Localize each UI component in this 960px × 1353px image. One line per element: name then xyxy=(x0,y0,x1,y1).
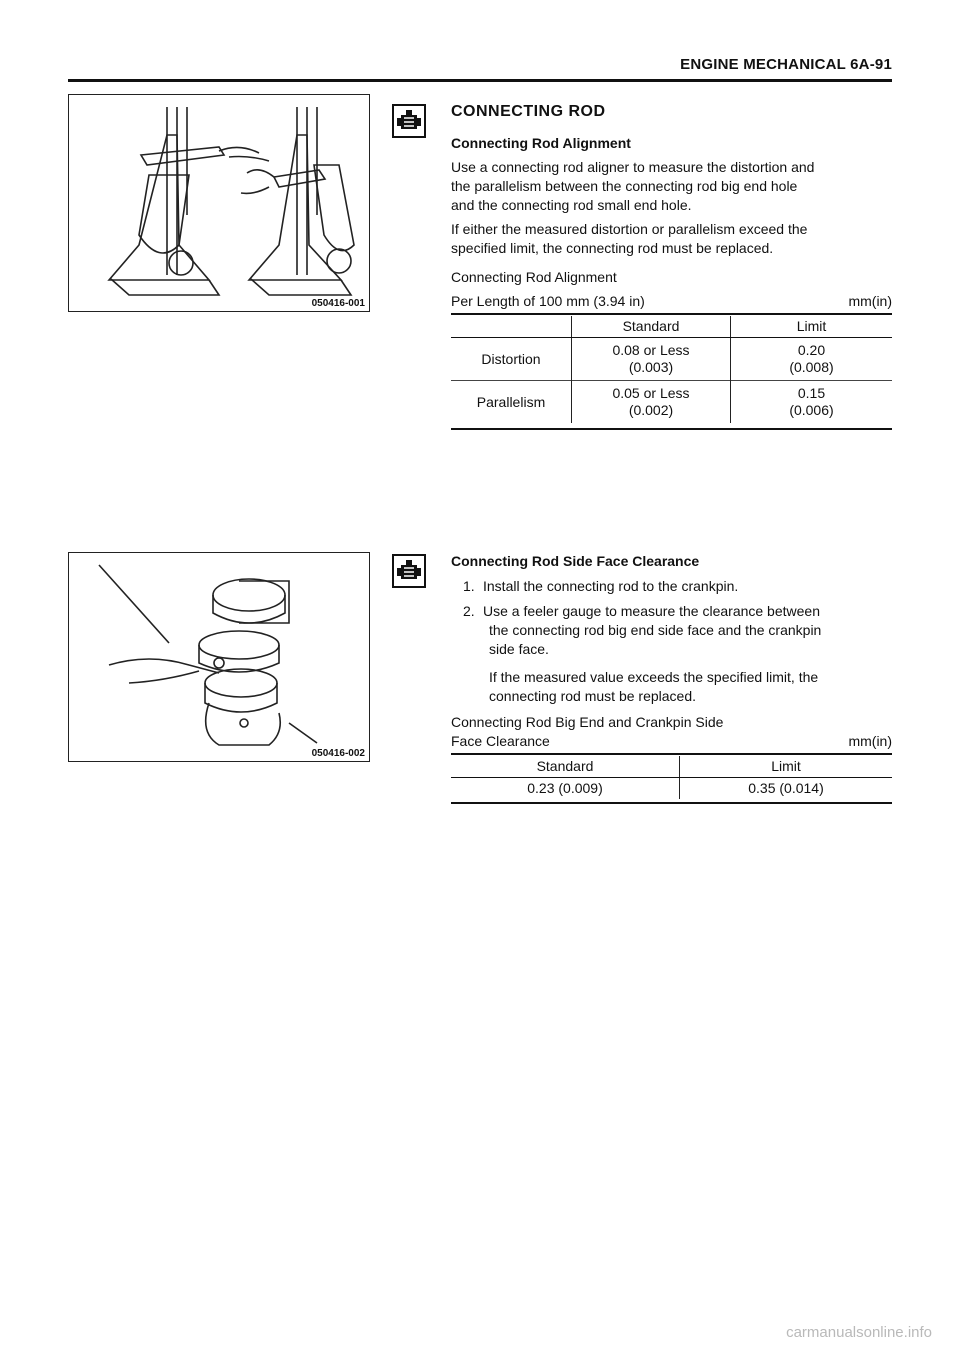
paragraph: Use a connecting rod aligner to measure the distortion and the parallelism between the connecting rod big end hole and the connecting rod small end hole. xyxy=(451,159,815,213)
table-cell: 0.08 or Less (0.003) xyxy=(572,338,731,381)
table-header: Limit xyxy=(680,756,893,778)
section-subtitle: Connecting Rod Alignment xyxy=(451,135,631,151)
table-header xyxy=(451,316,572,338)
table-top-rule xyxy=(451,753,892,755)
spec-unit: mm(in) xyxy=(848,293,892,309)
paragraph: If either the measured distortion or parallelism exceed the specified limit, the connecting rod must be replaced. xyxy=(451,221,808,256)
table-row-label: Distortion xyxy=(481,350,541,367)
list-item: 1. Install the connecting rod to the crankpin. xyxy=(463,578,739,594)
alignment-spec-table xyxy=(451,316,892,423)
table-header: Limit xyxy=(731,316,893,338)
table-header: Standard xyxy=(572,316,731,338)
watermark-text: carmanualsonline.info xyxy=(786,1324,932,1341)
feeler-gauge-crankpin-illustration-icon xyxy=(69,553,369,761)
note-paragraph: If the measured value exceeds the specified limit, the connecting rod must be replaced. xyxy=(489,669,819,704)
spec-title: Connecting Rod Alignment xyxy=(451,269,617,285)
table-cell: 0.15 (0.006) xyxy=(731,381,893,424)
table-cell: 0.35 (0.014) xyxy=(680,778,893,800)
page-header-title: ENGINE MECHANICAL 6A-91 xyxy=(680,56,892,73)
table-row xyxy=(451,381,892,424)
spec-subtitle: Per Length of 100 mm (3.94 in) xyxy=(451,293,645,309)
section-title: CONNECTING ROD xyxy=(451,103,606,120)
table-cell: 0.05 or Less (0.002) xyxy=(572,381,731,424)
table-header-row xyxy=(451,756,892,778)
table-bottom-rule xyxy=(451,802,892,804)
spec-title: Connecting Rod Big End and Crankpin Side xyxy=(451,714,724,730)
figure-feeler-gauge xyxy=(68,552,370,762)
engine-section-icon xyxy=(392,104,426,138)
connecting-rod-aligner-illustration-icon xyxy=(69,95,369,311)
section-subtitle: Connecting Rod Side Face Clearance xyxy=(451,553,700,569)
table-row xyxy=(451,778,892,800)
table-row-label: Parallelism xyxy=(451,381,572,424)
table-cell: 0.23 (0.009) xyxy=(527,780,603,796)
figure-connecting-rod-aligner xyxy=(68,94,370,312)
engine-section-icon xyxy=(392,554,426,588)
spec-unit: mm(in) xyxy=(848,733,892,749)
table-header: Standard xyxy=(451,756,680,778)
figure-code: 050416-001 xyxy=(311,298,365,309)
table-row xyxy=(451,338,892,381)
table-bottom-rule xyxy=(451,428,892,430)
table-header-row xyxy=(451,316,892,338)
figure-code: 050416-002 xyxy=(311,748,365,759)
clearance-spec-table xyxy=(451,756,892,799)
spec-subtitle: Face Clearance xyxy=(451,733,550,749)
header-rule xyxy=(68,79,892,82)
table-top-rule xyxy=(451,313,892,315)
table-cell: 0.20 (0.008) xyxy=(731,338,893,381)
list-item: 2. Use a feeler gauge to measure the clearance between the connecting rod big end side face and the crankpin side face. xyxy=(463,603,822,657)
